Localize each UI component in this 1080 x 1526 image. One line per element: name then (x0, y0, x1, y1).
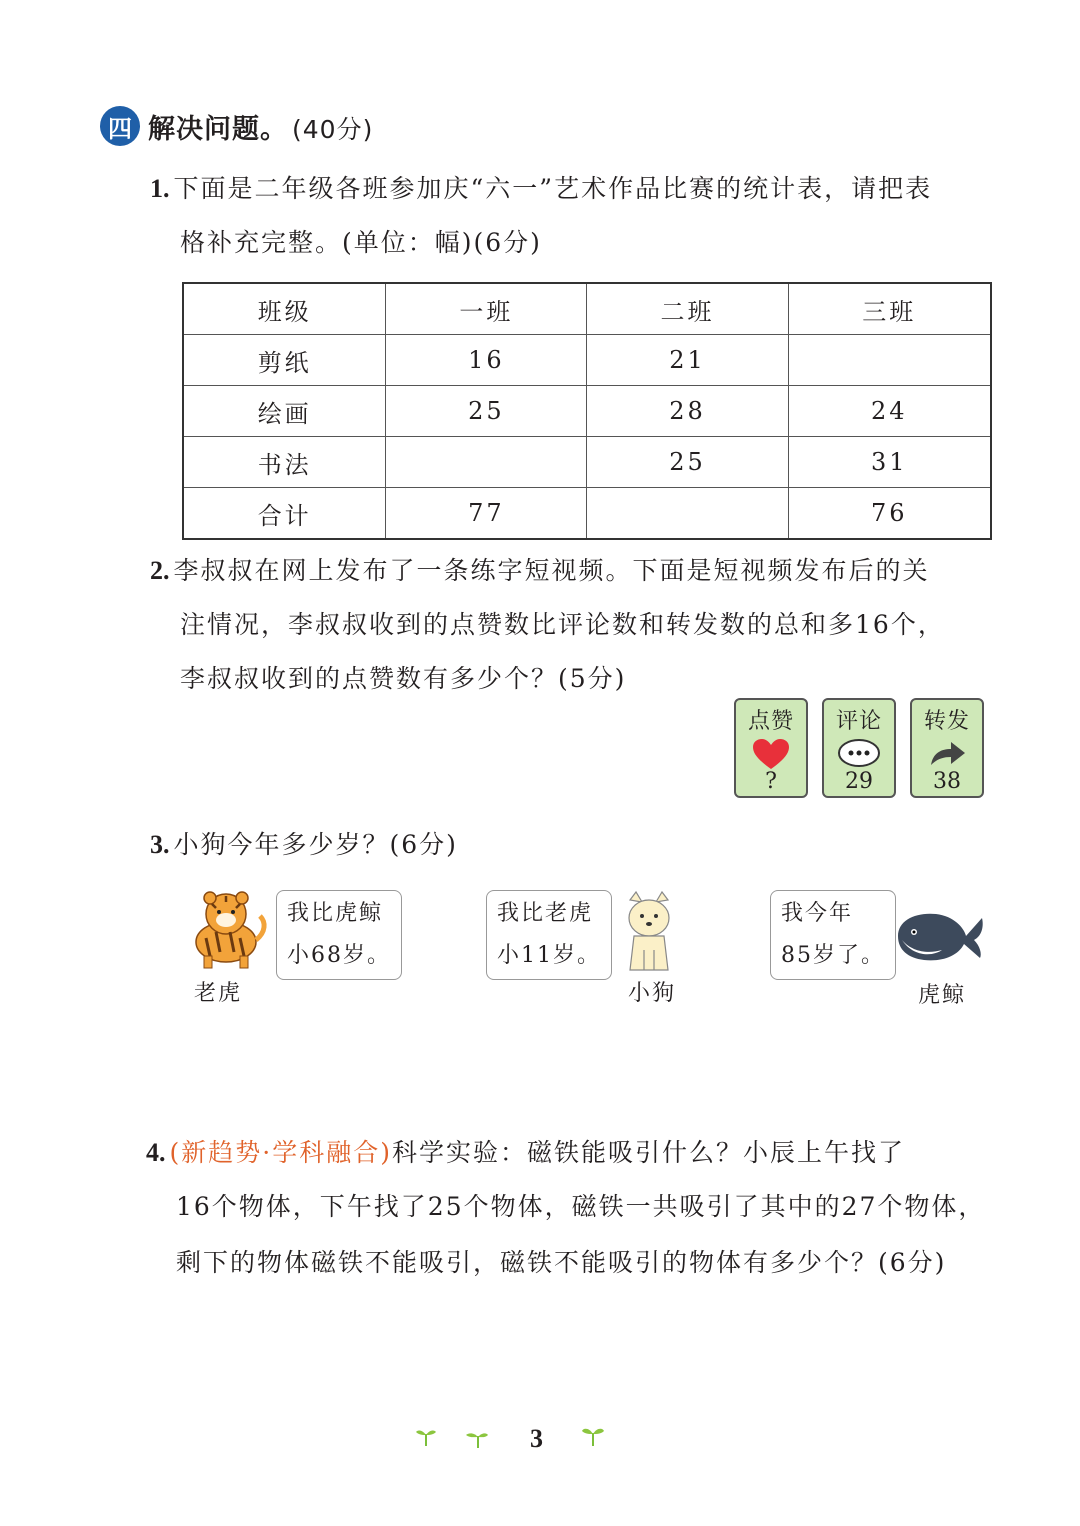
table-cell: 25 (386, 386, 587, 437)
question-2-line-2: 注情况，李叔叔收到的点赞数比评论数和转发数的总和多16个， (180, 610, 945, 639)
table-header-cell: 一班 (386, 283, 587, 335)
like-label: 点赞 (747, 709, 794, 734)
share-label: 转发 (923, 709, 970, 734)
table-cell: 77 (386, 488, 587, 540)
question-3-text: 小狗今年多少岁？(6分) (173, 830, 458, 859)
question-2-line-1 (150, 544, 930, 598)
question-2-number: 2. (150, 556, 170, 585)
page-number: 3 (530, 1424, 543, 1453)
table-cell: 剪纸 (183, 335, 386, 386)
whale-speech-line-2: 85岁了。 (781, 943, 885, 968)
tiger-speech-line-1: 我比虎鲸 (287, 901, 384, 926)
question-4-number: 4. (146, 1138, 166, 1167)
dog-speech-line-2: 小11岁。 (497, 943, 601, 968)
table-cell: 21 (587, 335, 788, 386)
table-header-row (183, 283, 991, 335)
dog-speech-line-1: 我比老虎 (497, 901, 594, 926)
comment-card (822, 698, 896, 798)
question-2-text-1: 李叔叔在网上发布了一条练字短视频。下面是短视频发布后的关 (173, 556, 930, 585)
section-heading (100, 106, 373, 146)
question-4-tag: (新趋势·学科融合) (169, 1138, 392, 1167)
section-title (148, 107, 373, 146)
table-cell: 24 (788, 386, 991, 437)
question-4-line-3: 剩下的物体磁铁不能吸引，磁铁不能吸引的物体有多少个？(6分) (176, 1248, 947, 1277)
table-row (183, 386, 991, 437)
question-4-line-2: 16个物体，下午找了25个物体，磁铁一共吸引了其中的27个物体， (176, 1192, 986, 1221)
table-cell: 书法 (183, 437, 386, 488)
table-header-cell: 班级 (183, 283, 386, 335)
comment-value: 29 (845, 769, 873, 794)
table-row (183, 437, 991, 488)
like-value: ? (765, 769, 777, 794)
table-cell: 绘画 (183, 386, 386, 437)
dog-icon (616, 890, 682, 974)
sprout-icon (580, 1424, 606, 1448)
like-card (734, 698, 808, 798)
table-cell: 25 (587, 437, 788, 488)
question-3-number: 3. (150, 830, 170, 859)
whale-speech-line-1: 我今年 (781, 901, 854, 926)
question-4-line-1 (146, 1126, 905, 1180)
whale-icon (894, 906, 986, 966)
whale-caption: 虎鲸 (918, 983, 967, 1008)
question-1-line-1 (150, 162, 932, 216)
share-card (910, 698, 984, 798)
statistics-table (182, 282, 992, 540)
table-row (183, 488, 991, 540)
table-cell: 31 (788, 437, 991, 488)
question-1-text-1: 下面是二年级各班参加庆“六一”艺术作品比赛的统计表，请把表 (173, 174, 933, 203)
question-3-line-1 (150, 818, 458, 872)
tiger-caption: 老虎 (194, 981, 243, 1006)
table-row (183, 335, 991, 386)
tiger-icon (180, 882, 272, 972)
table-header-cell: 三班 (788, 283, 991, 335)
dog-caption: 小狗 (628, 981, 677, 1006)
question-1-line-2: 格补充完整。(单位：幅)(6分) (180, 228, 542, 257)
question-1-number: 1. (150, 174, 170, 203)
section-score: (40分) (292, 114, 374, 144)
tiger-speech-line-2: 小68岁。 (287, 943, 391, 968)
comment-icon (837, 737, 881, 769)
table-cell-blank[interactable] (587, 488, 788, 540)
section-number-badge: 四 (100, 106, 140, 146)
tiger-speech-bubble (276, 890, 402, 980)
table-cell: 合计 (183, 488, 386, 540)
share-arrow-icon (925, 737, 969, 769)
whale-speech-bubble (770, 890, 896, 980)
comment-label: 评论 (835, 709, 882, 734)
question-2-line-3: 李叔叔收到的点赞数有多少个？(5分) (180, 664, 627, 693)
sprout-icon (414, 1426, 438, 1448)
table-cell: 16 (386, 335, 587, 386)
table-cell-blank[interactable] (386, 437, 587, 488)
table-header-cell: 二班 (587, 283, 788, 335)
sprout-icon (462, 1428, 490, 1450)
share-value: 38 (933, 769, 961, 794)
question-4-text-1: 科学实验：磁铁能吸引什么？小辰上午找了 (391, 1138, 905, 1167)
table-cell: 28 (587, 386, 788, 437)
heart-icon (751, 737, 791, 771)
table-cell: 76 (788, 488, 991, 540)
dog-speech-bubble (486, 890, 612, 980)
table-cell-blank[interactable] (788, 335, 991, 386)
section-title-text: 解决问题。 (148, 113, 288, 145)
